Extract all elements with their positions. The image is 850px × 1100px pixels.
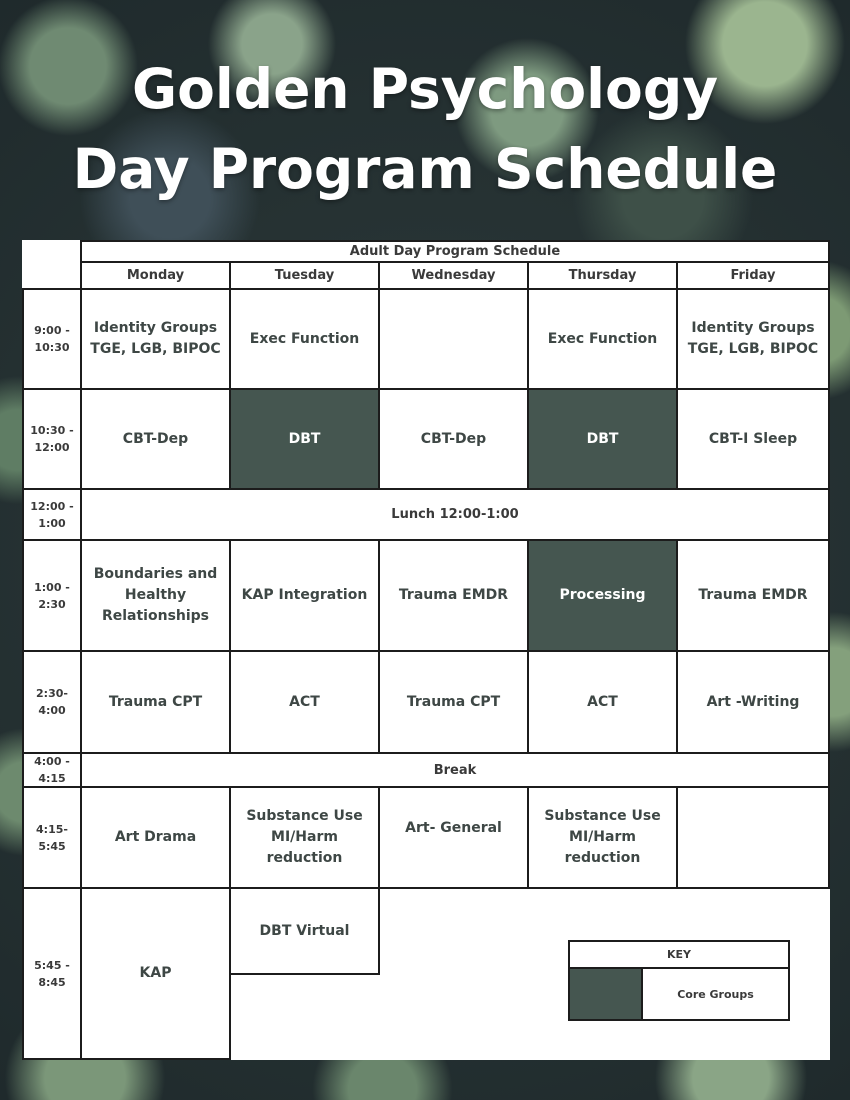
- session-thu-1pm-core: Processing: [527, 539, 678, 652]
- page-title-line-2: Day Program Schedule: [72, 137, 778, 201]
- time-slot-4: 1:00 - 2:30: [22, 539, 82, 652]
- session-tue-230: ACT: [229, 650, 380, 754]
- schedule-table: [22, 240, 830, 1060]
- session-fri-1030: CBT-I Sleep: [676, 388, 830, 490]
- day-header-thursday: Thursday: [527, 261, 678, 290]
- session-mon-9am: Identity Groups TGE, LGB, BIPOC: [80, 288, 231, 390]
- time-slot-6: 4:00 - 4:15: [22, 752, 82, 788]
- session-mon-415: Art Drama: [80, 786, 231, 889]
- session-mon-1pm: Boundaries and Healthy Relationships: [80, 539, 231, 652]
- session-fri-9am: Identity Groups TGE, LGB, BIPOC: [676, 288, 830, 390]
- session-fri-1pm: Trauma EMDR: [676, 539, 830, 652]
- day-header-friday: Friday: [676, 261, 830, 290]
- session-fri-230: Art -Writing: [676, 650, 830, 754]
- time-slot-5: 2:30-4:00: [22, 650, 82, 754]
- break-row: Break: [80, 752, 830, 788]
- session-tue-1030-core: DBT: [229, 388, 380, 490]
- session-mon-230: Trauma CPT: [80, 650, 231, 754]
- session-thu-230: ACT: [527, 650, 678, 754]
- time-slot-3: 12:00 - 1:00: [22, 488, 82, 541]
- time-slot-1: 9:00 - 10:30: [22, 288, 82, 390]
- day-header-monday: Monday: [80, 261, 231, 290]
- page-title-line-1: Golden Psychology: [131, 57, 719, 121]
- session-mon-1030: CBT-Dep: [80, 388, 231, 490]
- session-tue-1pm: KAP Integration: [229, 539, 380, 652]
- session-tue-545: DBT Virtual: [229, 887, 380, 975]
- time-slot-7: 4:15-5:45: [22, 786, 82, 889]
- key-core-label: Core Groups: [641, 967, 790, 1021]
- time-slot-8: 5:45 - 8:45: [22, 887, 82, 1060]
- session-thu-1030-core: DBT: [527, 388, 678, 490]
- key-title: KEY: [568, 940, 790, 969]
- session-wed-415: Art- General: [378, 786, 529, 889]
- day-header-tuesday: Tuesday: [229, 261, 380, 290]
- session-thu-9am: Exec Function: [527, 288, 678, 390]
- session-tue-9am: Exec Function: [229, 288, 380, 390]
- session-thu-415: Substance Use MI/Harm reduction: [527, 786, 678, 889]
- session-wed-230: Trauma CPT: [378, 650, 529, 754]
- session-wed-9am: [378, 288, 529, 390]
- key-core-swatch: [568, 967, 643, 1021]
- day-header-wednesday: Wednesday: [378, 261, 529, 290]
- session-mon-545: KAP: [80, 887, 231, 1060]
- session-tue-415: Substance Use MI/Harm reduction: [229, 786, 380, 889]
- session-wed-1pm: Trauma EMDR: [378, 539, 529, 652]
- table-title: Adult Day Program Schedule: [80, 240, 830, 263]
- lunch-row: Lunch 12:00-1:00: [80, 488, 830, 541]
- session-fri-415: [676, 786, 830, 889]
- time-slot-2: 10:30 - 12:00: [22, 388, 82, 490]
- session-wed-1030: CBT-Dep: [378, 388, 529, 490]
